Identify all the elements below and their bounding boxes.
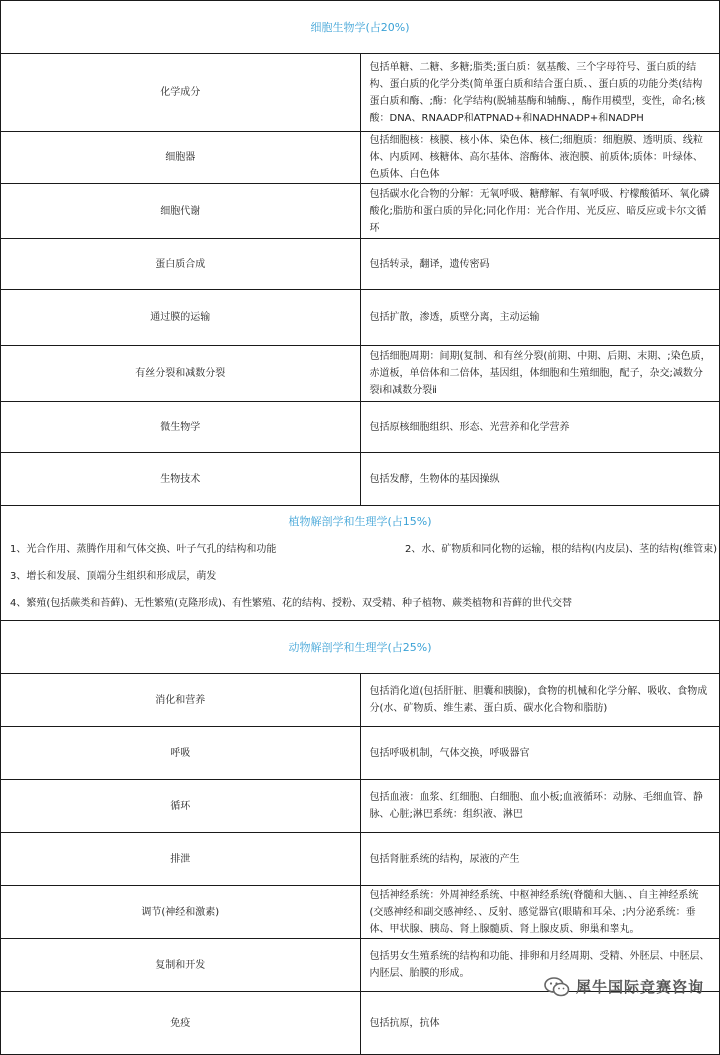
row-label: 细胞代谢 <box>1 184 361 239</box>
row-label: 排泄 <box>1 833 361 886</box>
section-title-cell-biology: 细胞生物学(占20%) <box>1 1 720 54</box>
row-label: 生物技术 <box>1 453 361 506</box>
table-row <box>1 727 720 780</box>
plant-item-4: 4、繁殖(包括蕨类和苔藓)、无性繁殖(克隆形成)、有性繁殖、花的结构、授粉、双受精、种子植物、蕨类植物和苔藓的世代交替 <box>10 598 572 609</box>
row-content: 包括消化道(包括肝脏、胆囊和胰腺)，食物的机械和化学分解、吸收、食物成分(水、矿物质、维生素、蛋白质、碳水化合物和脂肪) <box>360 674 720 727</box>
section-title-animal: 动物解剖学和生理学(占25%) <box>1 621 720 674</box>
table-row <box>1 290 720 346</box>
plant-item-1: 1、光合作用、蒸腾作用和气体交换、叶子气孔的结构和功能 <box>10 544 277 555</box>
watermark-text: 犀牛国际竞赛咨询 <box>575 978 704 996</box>
table-row <box>1 453 720 506</box>
plant-line-1 <box>1 536 719 563</box>
row-label: 通过膜的运输 <box>1 290 361 346</box>
row-label: 化学成分 <box>1 54 361 132</box>
row-label: 消化和营养 <box>1 674 361 727</box>
row-label: 微生物学 <box>1 402 361 453</box>
section-title-plant: 植物解剖学和生理学(占15%) <box>288 515 432 528</box>
row-content: 包括细胞核：核膜、核小体、染色体、核仁;细胞质：细胞膜、透明质、线粒体、内质网、核糖体、高尔基体、溶酶体、液泡膜、前质体;质体：叶绿体、色质体、白色体 <box>360 132 720 184</box>
row-label: 免疫 <box>1 992 361 1055</box>
watermark <box>544 976 704 997</box>
table-row <box>1 674 720 727</box>
row-content: 包括转录，翻译，遗传密码 <box>360 239 720 290</box>
row-content: 包括肾脏系统的结构，尿液的产生 <box>360 833 720 886</box>
row-content: 包括呼吸机制，气体交换，呼吸器官 <box>360 727 720 780</box>
row-label: 有丝分裂和减数分裂 <box>1 346 361 402</box>
row-label: 复制和开发 <box>1 939 361 992</box>
row-label: 蛋白质合成 <box>1 239 361 290</box>
row-content: 包括单糖、二糖、多糖;脂类;蛋白质：氨基酸、三个字母符号、蛋白质的结构、蛋白质的化学分类(简单蛋白质和结合蛋白质、、蛋白质的功能分类(结构蛋白质和酶、;酶：化学结构(脱辅基酶和辅酶、，酶作用模型，变性，命名;核酸：DNA、RNAADP和ATPNAD+和NADHNADP+和NADPH <box>360 54 720 132</box>
table-row <box>1 833 720 886</box>
table-row <box>1 402 720 453</box>
section-header-row <box>1 621 720 674</box>
row-label: 调节(神经和激素) <box>1 886 361 939</box>
row-content: 包括血液：血浆、红细胞、白细胞、血小板;血液循环：动脉、毛细血管、静脉、心脏;淋巴系统：组织液、淋巴 <box>360 780 720 833</box>
row-content: 包括抗原，抗体 <box>360 992 720 1055</box>
plant-item-2: 2、水、矿物质和同化物的运输，根的结构(内皮层)、茎的结构(维管束) <box>405 544 717 555</box>
table-row <box>1 132 720 184</box>
table-row <box>1 239 720 290</box>
plant-item-3: 3、增长和发展、顶端分生组织和形成层，萌发 <box>10 571 217 582</box>
table-row <box>1 54 720 132</box>
row-content: 包括碳水化合物的分解：无氧呼吸、糖酵解、有氧呼吸、柠檬酸循环、氧化磷酸化;脂肪和蛋白质的异化;同化作用：光合作用、光反应、暗反应或卡尔文循环 <box>360 184 720 239</box>
plant-section-cell <box>1 506 720 621</box>
row-content: 包括细胞周期：间期(复制、和有丝分裂(前期、中期、后期、末期、;染色质，赤道板，单倍体和二倍体，基因组，体细胞和生殖细胞，配子，杂交;减数分裂ⅰ和减数分裂ⅱ <box>360 346 720 402</box>
table-row <box>1 886 720 939</box>
table-row <box>1 780 720 833</box>
plant-section-row <box>1 506 720 621</box>
table-row <box>1 992 720 1055</box>
row-content: 包括发酵，生物体的基因操纵 <box>360 453 720 506</box>
wechat-icon <box>544 977 570 997</box>
row-content: 包括男女生殖系统的结构和功能、排卵和月经周期、受精、外胚层、中胚层、内胚层、胎膜的形成。 <box>360 939 720 992</box>
row-content: 包括原核细胞组织、形态、光营养和化学营养 <box>360 402 720 453</box>
table-row <box>1 346 720 402</box>
row-label: 细胞器 <box>1 132 361 184</box>
section-header-row <box>1 1 720 54</box>
row-content: 包括扩散，渗透，质壁分离，主动运输 <box>360 290 720 346</box>
row-content: 包括神经系统：外周神经系统、中枢神经系统(脊髓和大脑、、自主神经系统(交感神经和副交感神经、、反射、感觉器官(眼睛和耳朵、;内分泌系统：垂体、甲状腺、胰岛、肾上腺髓质、肾上腺皮质、卵巢和睾丸。 <box>360 886 720 939</box>
table-row <box>1 184 720 239</box>
row-label: 循环 <box>1 780 361 833</box>
row-label: 呼吸 <box>1 727 361 780</box>
